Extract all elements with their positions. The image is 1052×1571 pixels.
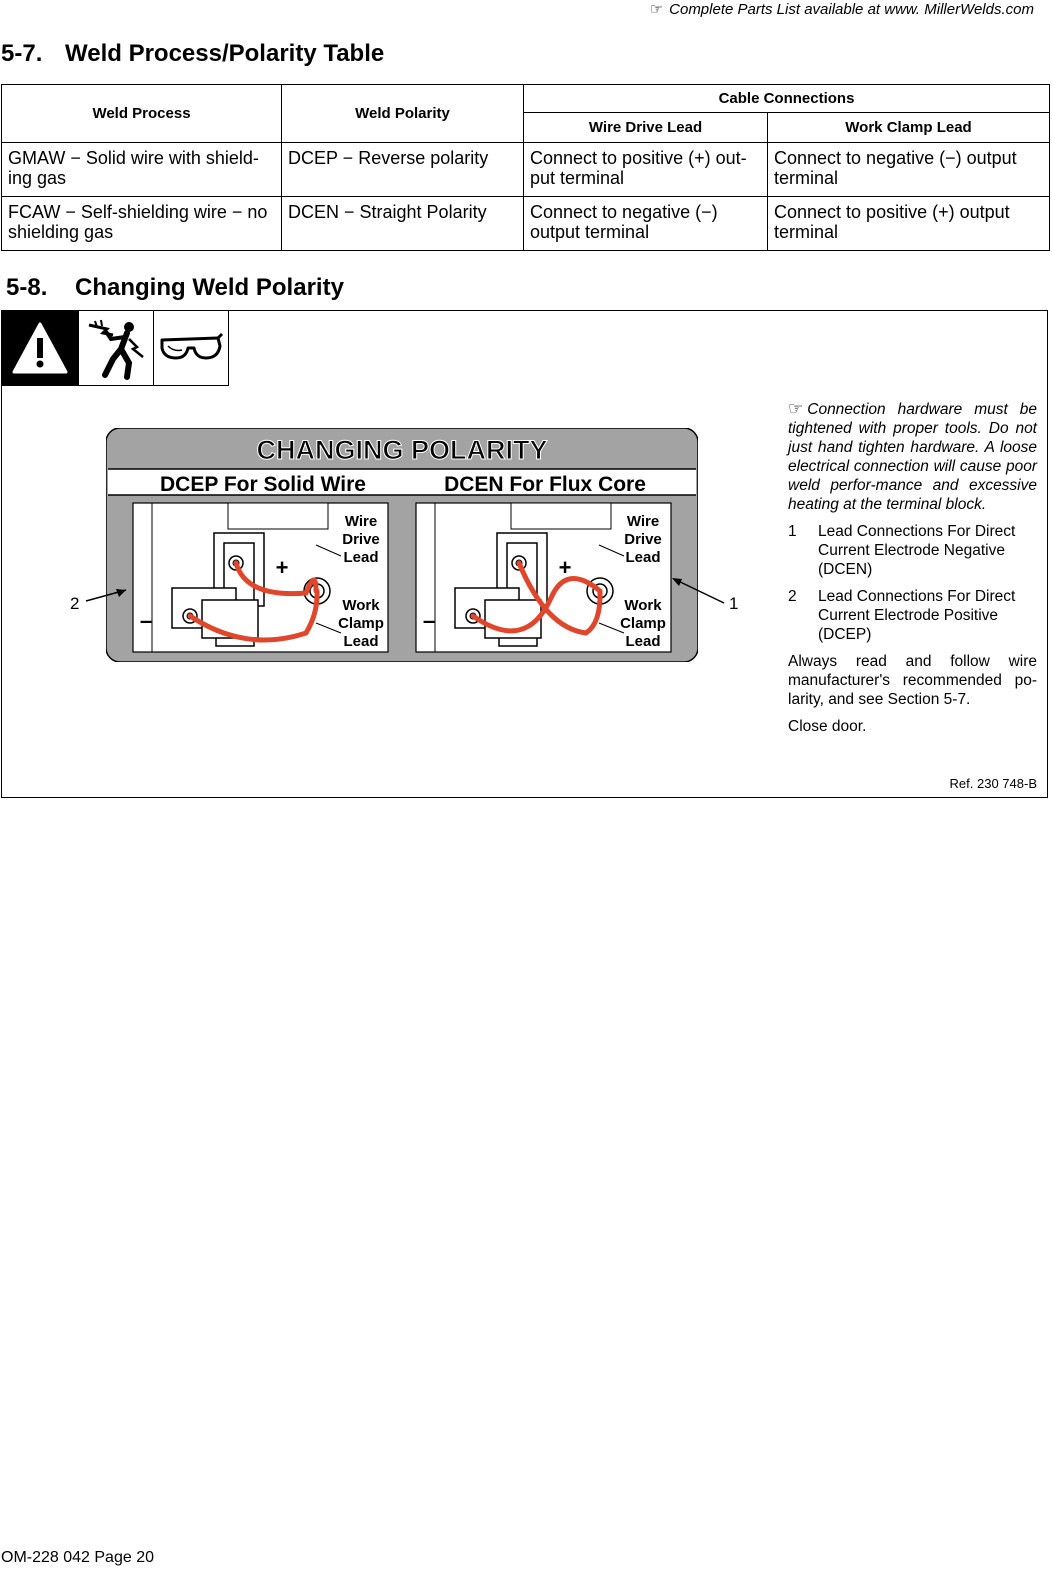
parts-list-note <box>650 0 1034 18</box>
cell-wire-drive: Connect to negative (−) output terminal <box>524 197 768 251</box>
cell-polarity: DCEP − Reverse polarity <box>282 143 524 197</box>
header-weld-process: Weld Process <box>2 85 282 143</box>
polarity-figure <box>1 310 1048 798</box>
wire-drive-lead-text: Wire <box>344 513 378 530</box>
safety-icon-strip <box>2 311 229 386</box>
header-weld-polarity: Weld Polarity <box>282 85 524 143</box>
work-clamp-lead-text: Lead <box>625 633 661 650</box>
electric-shock-icon <box>79 311 154 385</box>
close-door-instruction: Close door. <box>788 718 867 735</box>
header-cable-connections: Cable Connections <box>524 85 1050 113</box>
cell-work-clamp: Connect to positive (+) output terminal <box>768 197 1050 251</box>
dcen-panel <box>416 503 671 652</box>
instruction-notes <box>788 399 1037 736</box>
section-heading: Weld Process/Polarity Table <box>65 40 385 67</box>
callout-2: 2 <box>70 594 80 613</box>
dcep-heading: DCEP For Solid Wire <box>160 473 366 496</box>
table-row <box>2 197 1050 251</box>
cell-process: FCAW − Self-shielding wire − no shielding gas <box>2 197 282 251</box>
work-clamp-lead-text: Clamp <box>620 615 666 632</box>
caution-note <box>788 399 1037 514</box>
positive-sign: + <box>558 555 572 580</box>
wire-drive-lead-text: Drive <box>624 531 662 548</box>
reference-code: Ref. 230 748-B <box>949 776 1037 791</box>
work-clamp-lead-text: Lead <box>343 633 379 650</box>
negative-sign: – <box>422 608 436 633</box>
safety-glasses-icon <box>154 311 228 385</box>
cell-process: GMAW − Solid wire with shield-ing gas <box>2 143 282 197</box>
pointing-hand-icon: ☞ <box>649 1 664 18</box>
work-clamp-lead-text: Work <box>342 597 380 614</box>
pointing-hand-icon: ☞ <box>788 399 804 418</box>
item-number: 1 <box>788 523 797 540</box>
item-text: Lead Connections For Direct Current Electrode Positive (DCEP) <box>818 588 1016 643</box>
warning-icon <box>2 311 79 385</box>
section-5-7-title <box>1 40 384 68</box>
parts-list-note-text: Complete Parts List available at www. MillerWelds.com <box>669 1 1034 18</box>
header-work-clamp-lead: Work Clamp Lead <box>768 113 1050 143</box>
section-5-8-title <box>6 274 344 302</box>
wire-drive-lead-text: Drive <box>342 531 380 548</box>
table-row <box>2 143 1050 197</box>
work-clamp-lead-text: Clamp <box>338 615 384 632</box>
list-item <box>788 587 1037 644</box>
negative-sign: – <box>139 608 153 633</box>
dcen-heading: DCEN For Flux Core <box>444 473 646 496</box>
positive-sign: + <box>275 555 289 580</box>
page-footer: OM-228 042 Page 20 <box>1 1549 154 1566</box>
wire-drive-lead-text: Lead <box>625 549 661 566</box>
cell-polarity: DCEN − Straight Polarity <box>282 197 524 251</box>
item-text: Lead Connections For Direct Current Electrode Negative (DCEN) <box>818 523 1016 578</box>
section-heading: Changing Weld Polarity <box>75 274 344 301</box>
polarity-instruction: Always read and follow wire manufacturer's recommended po-larity, and see Section 5-7. <box>788 653 1037 708</box>
section-number: 5-8. <box>6 274 48 301</box>
callout-1: 1 <box>729 594 739 613</box>
wire-drive-lead-text: Wire <box>626 513 660 530</box>
caution-text: Connection hardware must be tightened with proper tools. Do not just hand tighten hardware. A loose electrical connection will cause poor weld perfor-mance and excessive heating at the terminal block. <box>788 401 1037 513</box>
item-number: 2 <box>788 588 797 605</box>
cell-work-clamp: Connect to negative (−) output terminal <box>768 143 1050 197</box>
label-title: CHANGING POLARITY <box>256 435 548 465</box>
weld-polarity-table <box>1 84 1050 251</box>
work-clamp-lead-text: Work <box>624 597 662 614</box>
wire-drive-lead-text: Lead <box>343 549 379 566</box>
dcep-panel <box>133 503 388 652</box>
list-item <box>788 522 1037 579</box>
header-wire-drive-lead: Wire Drive Lead <box>524 113 768 143</box>
cell-wire-drive: Connect to positive (+) out-put terminal <box>524 143 768 197</box>
section-number: 5-7. <box>1 40 43 67</box>
changing-polarity-label <box>106 428 698 662</box>
